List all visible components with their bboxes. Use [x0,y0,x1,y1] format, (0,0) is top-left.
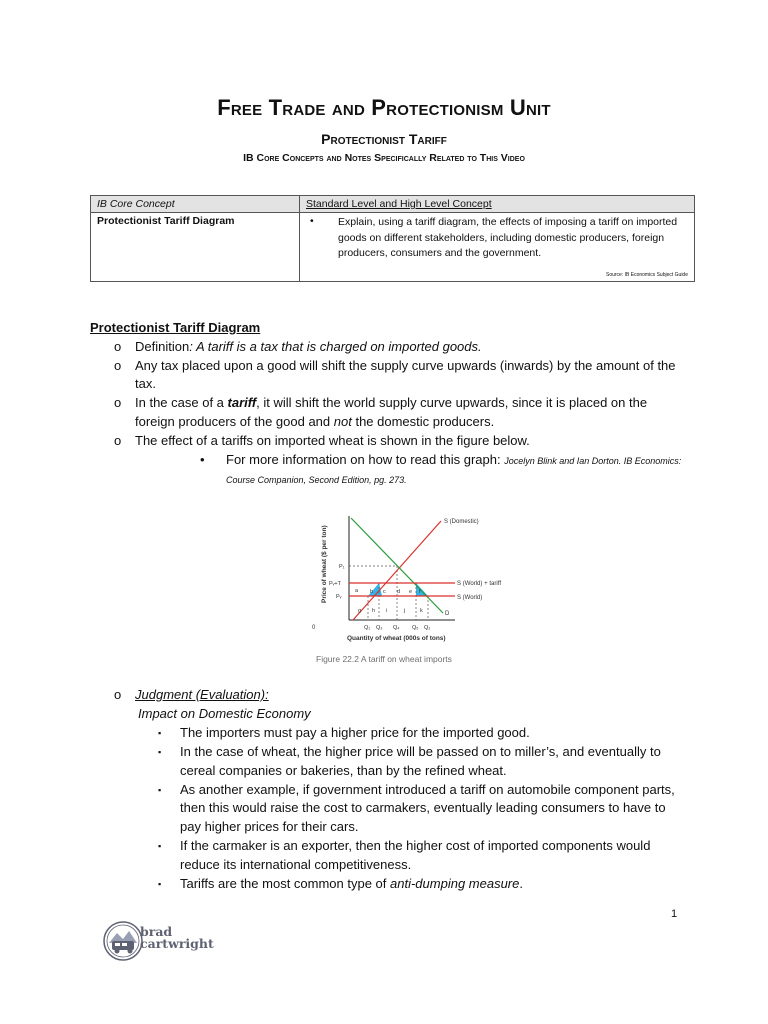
label-s-domestic: S (Domestic) [444,519,479,525]
item-text: Any tax placed upon a good will shift the supply curve upwards (inwards) by the amount of the tax. [135,357,676,392]
list-marker: o [114,687,122,702]
ytick-pw: Pᵥ [336,594,342,600]
sub-item-text: For more information on how to read this graph: [226,451,505,467]
label-d: D [445,611,450,617]
concept-description: Explain, using a tariff diagram, the effects of imposing a tariff on imported goods on different stakeholders, including domestic producers, foreign producers, consumers and the government. [338,216,678,259]
list-item [90,743,690,781]
list-item [90,837,690,875]
list-item [90,686,690,705]
impact-heading: Impact on Domestic Economy [138,705,311,721]
item-text: , it will shift the world supply curve upwards, since it is placed on the foreign producers of the good and [135,395,648,429]
section-title: Protectionist Tariff Diagram [90,320,261,335]
figure-caption: Figure 22.2 A tariff on wheat imports [316,654,452,664]
area-label-e: e [409,589,413,595]
list-item [90,338,690,357]
col2-header: Standard Level and High Level Concept [300,196,695,213]
item-text: In the case of a [135,395,228,411]
judgment-section [90,686,690,894]
citation: Jocelyn Blink and Ian Dorton. IB Economics: Course Companion, Second Edition, pg. 273. [226,455,682,486]
y-axis-title: Price of wheat ($ per ton) [321,525,328,603]
label-s-world-tariff: S (World) + tariff [457,581,502,587]
xtick-q1: Q₁ [364,625,371,631]
ytick-p1: P₁ [339,564,345,570]
concept-table [90,195,695,282]
tariff-section [90,319,690,490]
bullet-text: As another example, if government introduced a tariff on automobile component parts, then this would raise the cost to carmakers, eventually leading consumers to have to pay higher prices for their cars. [180,781,675,835]
square-bullet: ▪ [158,784,162,795]
bullet-text: The importers must pay a higher price for the imported good. [180,724,530,740]
xtick-q3: Q₃ [376,625,383,631]
area-label-c: c [383,589,386,595]
shaded-area-d [416,583,428,596]
list-marker: o [114,338,122,354]
brand-name-line2: cartwright [140,936,214,951]
bullet-text: . [519,876,523,892]
definition-text: : A tariff is a tax that is charged on imported goods. [189,338,482,354]
emphasis-not: not [333,413,352,429]
list-marker: o [114,357,122,373]
item-text: The effect of a tariffs on imported wheat is shown in the figure below. [135,432,530,448]
area-label-f: f [419,589,421,595]
square-bullet: ▪ [158,746,162,757]
list-marker: o [114,432,122,448]
list-marker: o [114,395,122,411]
list-item [90,432,690,451]
square-bullet: ▪ [158,879,162,890]
sub-list-item [90,451,690,491]
square-bullet: ▪ [158,841,162,852]
brand-name-line1: brad [140,924,173,939]
concept-description-cell [300,213,695,282]
item-text: the domestic producers. [351,413,495,429]
x-axis-title: Quantity of wheat (000s of tons) [347,635,446,642]
bullet-mark: • [310,215,314,227]
label-s-world: S (World) [457,595,483,601]
area-label-h: h [372,608,376,614]
xtick-q5: Q₅ [412,625,419,631]
bullet-text: In the case of wheat, the higher price will be passed on to miller’s, and eventually to cereal companies or bakeries, than by the refined wheat. [180,743,661,778]
area-label-i: i [386,608,388,614]
area-label-d: d [397,589,401,595]
definition-label: Definition [135,338,190,354]
list-item [90,724,690,743]
area-label-b: b [370,589,374,595]
area-label-a: a [355,588,359,594]
sub-bullet-mark: • [200,451,205,467]
ytick-pw-t: Pᵥ+T [329,581,342,587]
list-item [90,394,690,432]
bullet-text: Tariffs are the most common type of [180,876,391,892]
list-item [90,357,690,395]
brand-name [140,926,214,950]
page-subsubtitle: IB Core Concepts and Notes Specifically Related to This Video [243,152,525,164]
xtick-q4: Q₄ [393,625,400,631]
list-item [90,781,690,838]
concept-name: Protectionist Tariff Diagram [91,213,300,282]
list-item [90,875,690,894]
tariff-diagram [305,500,520,675]
judgment-title: Judgment (Evaluation): [135,687,269,702]
page-title: Free Trade and Protectionism Unit [217,95,551,120]
page-subtitle: Protectionist Tariff [321,131,447,147]
area-label-k: k [420,608,423,614]
emphasis-anti-dumping: anti-dumping measure [390,876,520,892]
area-label-g: g [358,608,362,614]
source-note: Source: IB Economics Subject Guide [606,272,688,278]
square-bullet: ▪ [158,727,162,738]
col1-header: IB Core Concept [91,196,300,213]
bullet-text: If the carmaker is an exporter, then the higher cost of imported components would reduce its international competitiveness. [180,838,651,873]
emphasis-tariff: tariff [227,395,257,411]
xtick-q2: Q₂ [424,625,431,631]
area-label-j: j [404,608,406,614]
origin-label: 0 [312,625,316,631]
page-number: 1 [671,908,678,920]
